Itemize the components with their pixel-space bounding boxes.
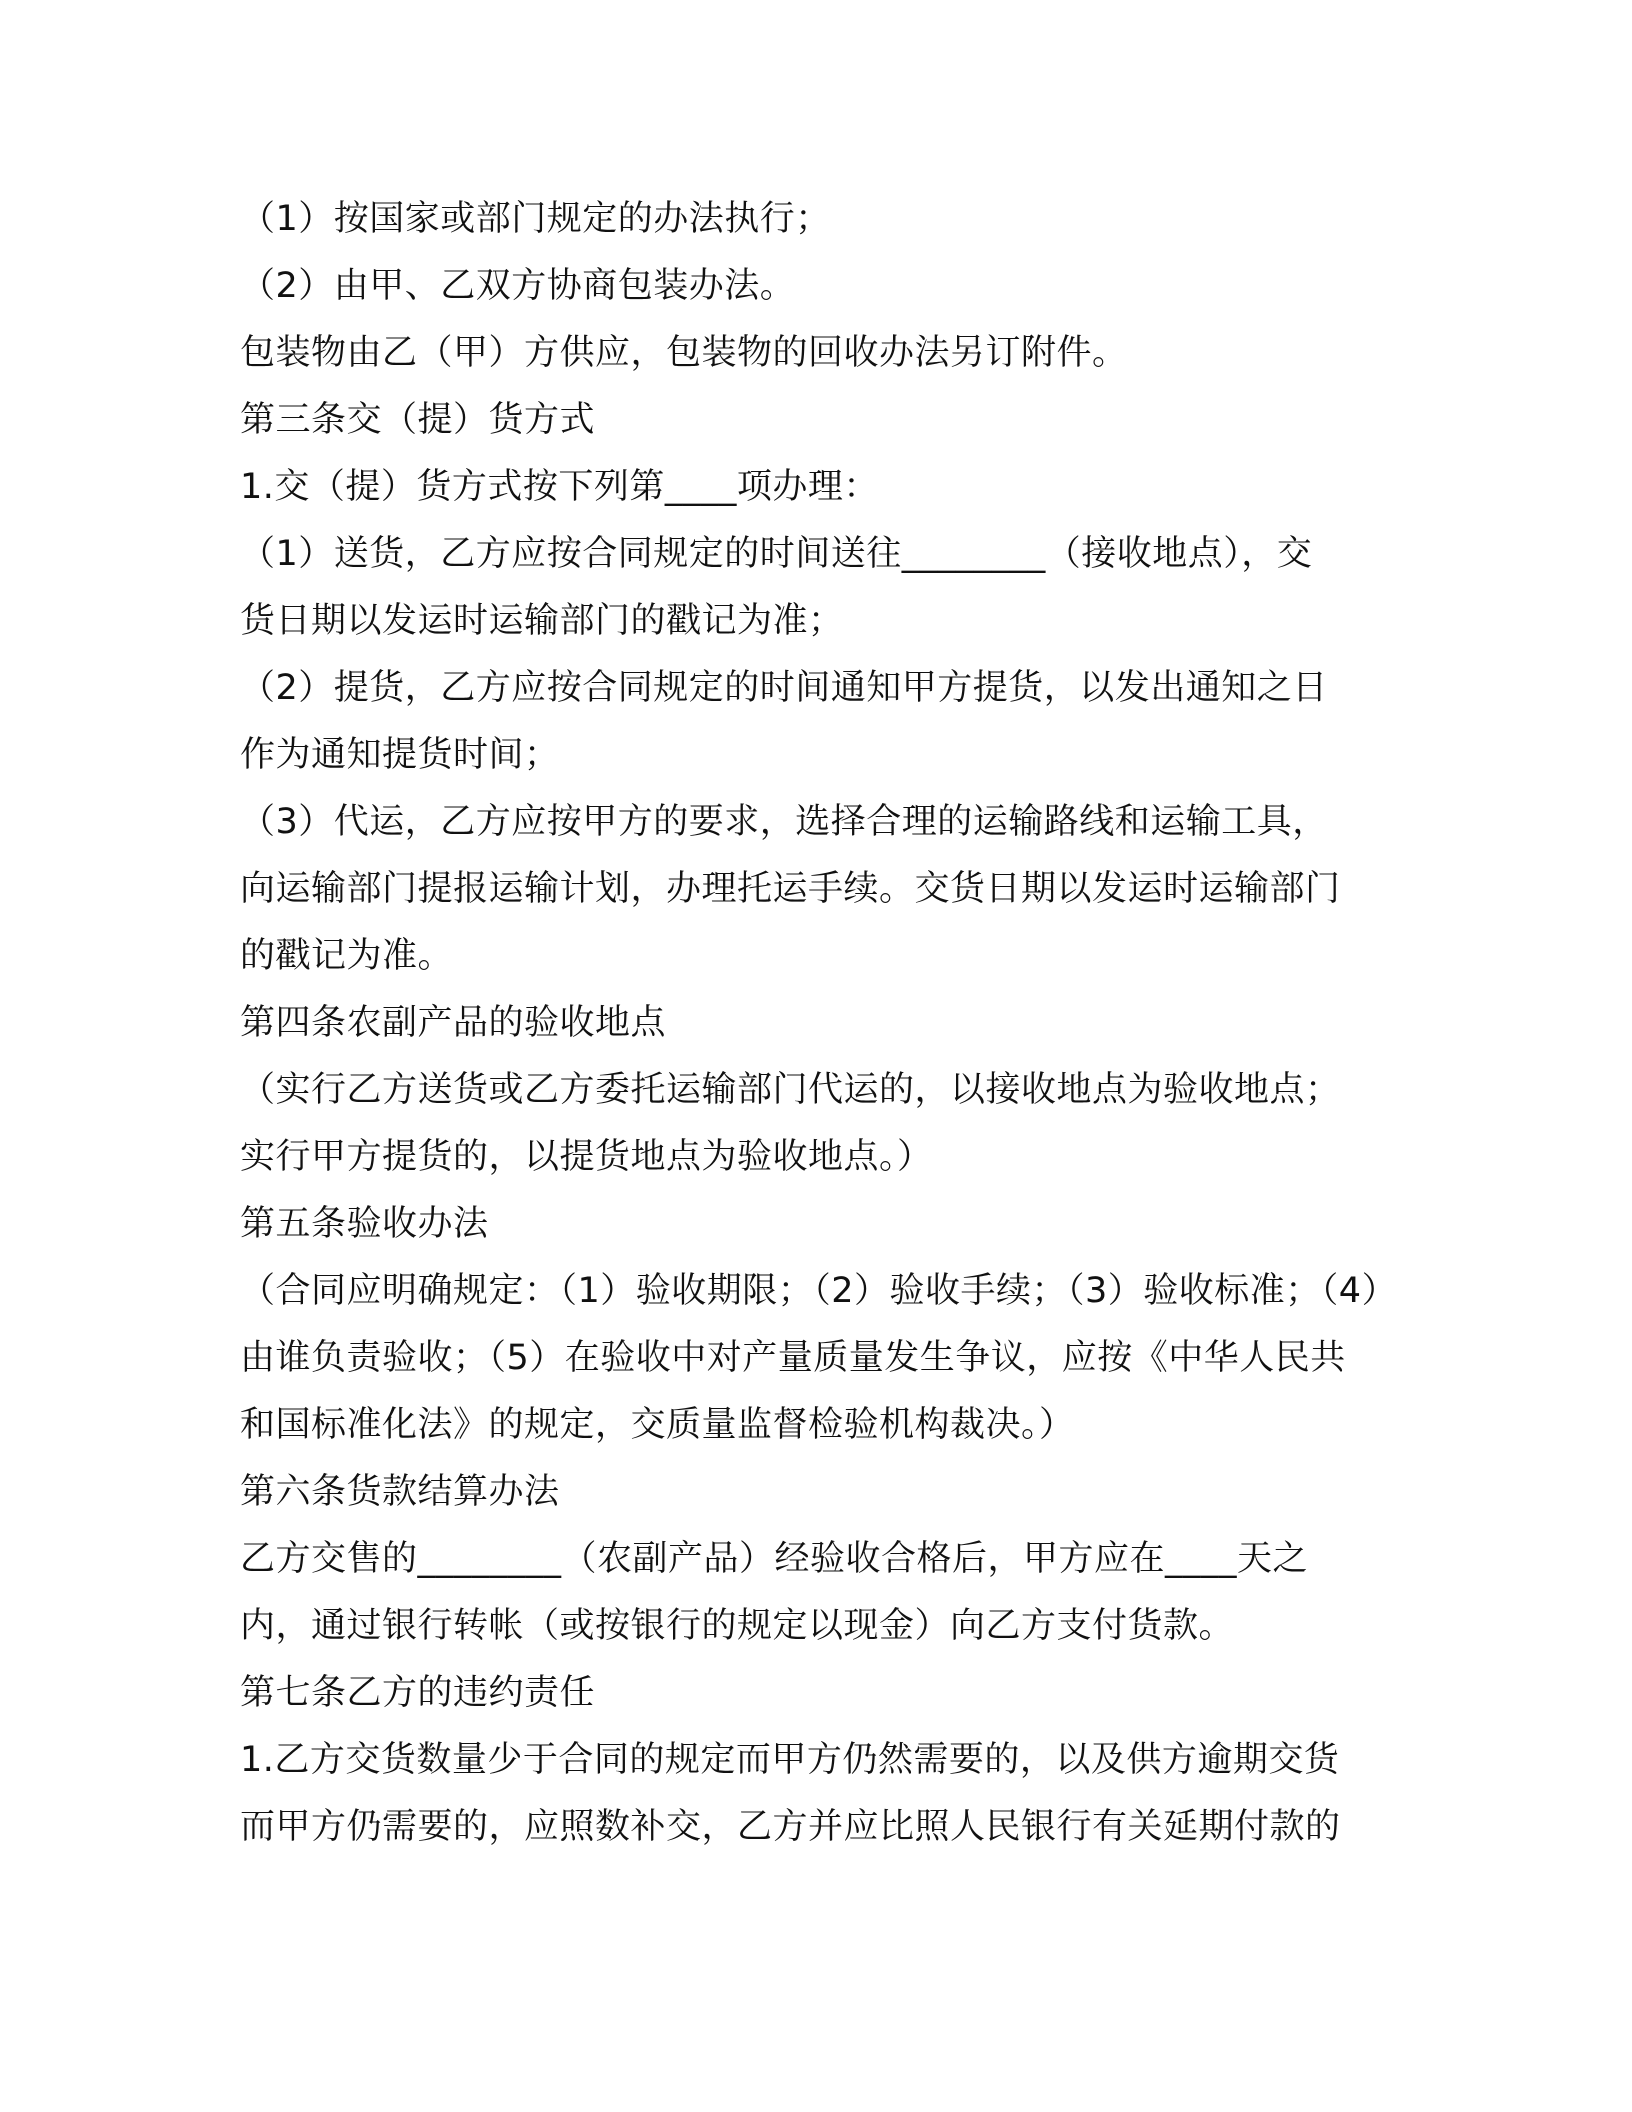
clause-line-packaging-1: （1）按国家或部门规定的办法执行； [240,199,831,239]
article-4-heading: 第四条农副产品的验收地点 [240,1003,667,1043]
clause-line-delivery-method: 1.交（提）货方式按下列第____项办理： [240,467,879,507]
clause-line-breach-a: 1.乙方交货数量少于合同的规定而甲方仍然需要的，以及供方逾期交货 [240,1740,1340,1780]
clause-line-delivery-2a: （2）提货，乙方应按合同规定的时间通知甲方提货，以发出通知之日 [240,668,1328,708]
clause-line-delivery-3a: （3）代运，乙方应按甲方的要求，选择合理的运输路线和运输工具， [240,802,1328,842]
clause-line-inspection-method-b: 由谁负责验收；（5）在验收中对产量质量发生争议，应按《中华人民共 [240,1338,1346,1378]
clause-line-breach-b: 而甲方仍需要的，应照数补交，乙方并应比照人民银行有关延期付款的 [240,1807,1341,1847]
document-body [240,186,1400,1861]
article-5-heading: 第五条验收办法 [240,1204,489,1244]
clause-line-inspection-place-b: 实行甲方提货的，以提货地点为验收地点。） [240,1137,933,1177]
clause-line-inspection-place-a: （实行乙方送货或乙方委托运输部门代运的，以接收地点为验收地点； [240,1070,1341,1110]
clause-line-payment-b: 内，通过银行转帐（或按银行的规定以现金）向乙方支付货款。 [240,1606,1235,1646]
clause-line-delivery-3c: 的戳记为准。 [240,936,454,976]
article-7-heading: 第七条乙方的违约责任 [240,1673,596,1713]
clause-line-delivery-2b: 作为通知提货时间； [240,735,560,775]
clause-line-delivery-1a: （1）送货，乙方应按合同规定的时间送往________（接收地点），交 [240,534,1313,574]
clause-line-packaging-supply: 包装物由乙（甲）方供应，包装物的回收办法另订附件。 [240,333,1128,373]
clause-line-inspection-method-a: （合同应明确规定：（1）验收期限；（2）验收手续；（3）验收标准；（4） [240,1271,1398,1311]
article-3-heading: 第三条交（提）货方式 [240,400,596,440]
clause-line-delivery-1b: 货日期以发运时运输部门的戳记为准； [240,601,844,641]
clause-line-inspection-method-c: 和国标准化法》的规定，交质量监督检验机构裁决。） [240,1405,1075,1445]
clause-line-payment-a: 乙方交售的________（农副产品）经验收合格后，甲方应在____天之 [240,1539,1309,1579]
clause-line-delivery-3b: 向运输部门提报运输计划，办理托运手续。交货日期以发运时运输部门 [240,869,1341,909]
clause-line-packaging-2: （2）由甲、乙双方协商包装办法。 [240,266,796,306]
article-6-heading: 第六条货款结算办法 [240,1472,560,1512]
